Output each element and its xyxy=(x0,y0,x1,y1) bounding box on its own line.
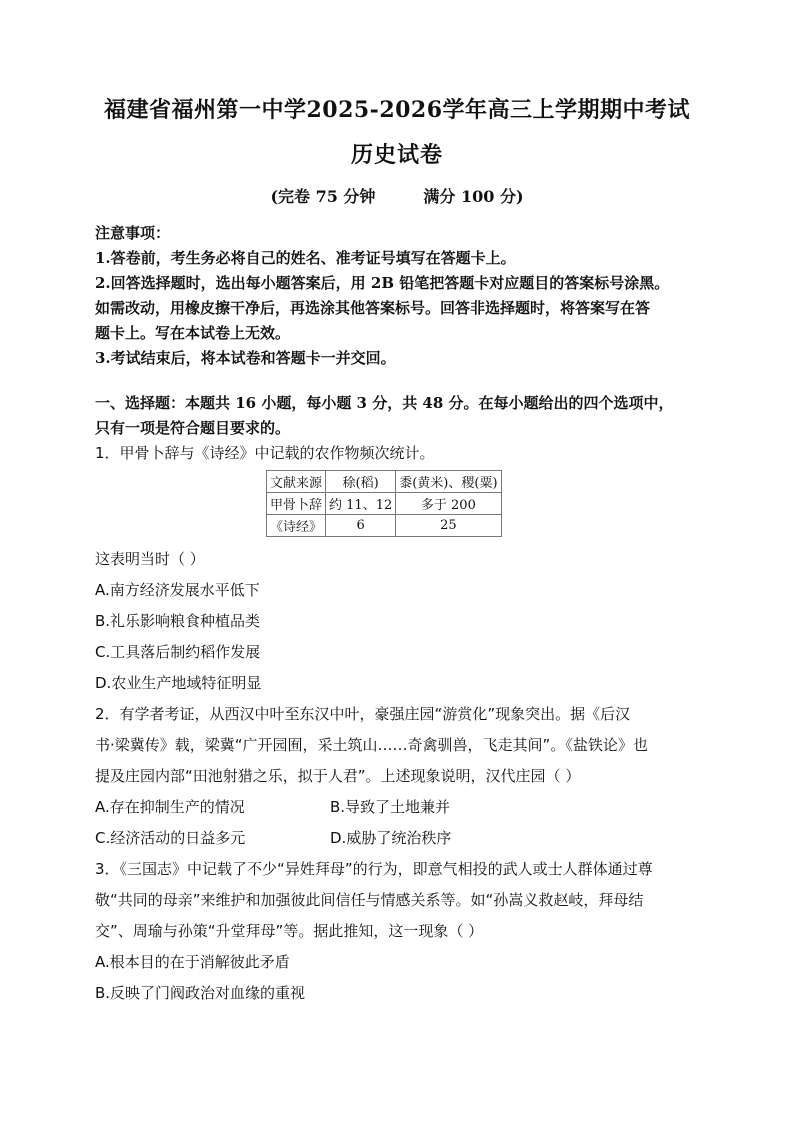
section1-heading-line-2: 只有一项是符合题目要求的。 xyxy=(95,419,291,437)
table-header-cell: 文献来源 xyxy=(267,471,326,493)
notice-item-2-line-3: 题卡上。写在本试卷上无效。 xyxy=(95,324,291,342)
q3-option-b: B.反映了门阀政治对血缘的重视 xyxy=(95,984,306,1002)
notice-item-1: 1.答卷前，考生务必将自己的姓名、准考证号填写在答题卡上。 xyxy=(95,249,516,267)
q2-stem-line-1: 2．有学者考证，从西汉中叶至东汉中叶，豪强庄园“游赏化”现象突出。据《后汉 xyxy=(95,705,631,723)
table-cell: 甲骨卜辞 xyxy=(267,493,326,515)
q2-stem-line-2: 书·梁冀传》载，梁冀“广开园囿，采土筑山……奇禽驯兽，飞走其间”。《盐铁论》也 xyxy=(95,736,648,754)
exam-title: 福建省福州第一中学2025-2026学年高三上学期期中考试 xyxy=(103,97,691,123)
q2-option-b: B.导致了土地兼并 xyxy=(330,798,451,816)
full-score-text: 满分 100 分) xyxy=(423,187,524,206)
q1-option-b: B.礼乐影响粮食种植品类 xyxy=(95,612,261,630)
notice-item-2-line-1: 2.回答选择题时，选出每小题答案后，用 2B 铅笔把答题卡对应题目的答案标号涂黑。 xyxy=(95,274,670,292)
subject-title: 历史试卷 xyxy=(350,142,443,168)
q2-stem-line-3: 提及庄园内部“田池射猎之乐，拟于人君”。上述现象说明，汉代庄园（ ） xyxy=(95,767,581,785)
table-cell: 约 11、12 xyxy=(326,493,396,515)
table-header-row xyxy=(267,471,502,493)
table-cell: 6 xyxy=(326,515,396,537)
q2-option-d: D.威胁了统治秩序 xyxy=(330,829,452,847)
table-header-cell: 黍(黄米)、稷(粟) xyxy=(396,471,501,493)
q1-option-c: C.工具落后制约稻作发展 xyxy=(95,643,261,661)
table-cell: 25 xyxy=(396,515,501,537)
duration-text: (完卷 75 分钟 xyxy=(270,187,376,206)
exam-meta xyxy=(0,184,794,207)
q1-question: 这表明当时（ ） xyxy=(95,550,205,568)
notice-heading: 注意事项： xyxy=(95,224,171,242)
q2-options-row-1 xyxy=(95,796,715,817)
q1-table xyxy=(266,470,502,537)
notice-item-3: 3.考试结束后，将本试卷和答题卡一并交回。 xyxy=(95,349,396,367)
table-header-cell: 稌(稻) xyxy=(326,471,396,493)
notice-item-2-line-2: 如需改动，用橡皮擦干净后，再选涂其他答案标号。回答非选择题时，将答案写在答 xyxy=(95,299,651,317)
q2-option-c: C.经济活动的日益多元 xyxy=(95,829,246,847)
q1-stem: 1．甲骨卜辞与《诗经》中记载的农作物频次统计。 xyxy=(95,444,435,462)
q2-option-a: A.存在抑制生产的情况 xyxy=(95,798,245,816)
q3-stem-line-1: 3．《三国志》中记载了不少“异姓拜母”的行为，即意气相投的武人或士人群体通过尊 xyxy=(95,860,653,878)
q3-stem-line-2: 敬“共同的母亲”来维护和加强彼此间信任与情感关系等。如“孙嵩义救赵岐，拜母结 xyxy=(95,891,644,909)
table-cell: 多于 200 xyxy=(396,493,501,515)
section1-heading-line-1: 一、选择题：本题共 16 小题，每小题 3 分，共 48 分。在每小题给出的四个选项中， xyxy=(95,394,674,412)
q2-options-row-2 xyxy=(95,827,715,848)
table-cell: 《诗经》 xyxy=(267,515,326,537)
q1-option-d: D.农业生产地域特征明显 xyxy=(95,674,262,692)
q1-option-a: A.南方经济发展水平低下 xyxy=(95,581,260,599)
q3-stem-line-3: 交”、周瑜与孙策“升堂拜母”等。据此推知，这一现象（ ） xyxy=(95,922,484,940)
table-row xyxy=(267,493,502,515)
q3-option-a: A.根本目的在于消解彼此矛盾 xyxy=(95,953,290,971)
table-row xyxy=(267,515,502,537)
